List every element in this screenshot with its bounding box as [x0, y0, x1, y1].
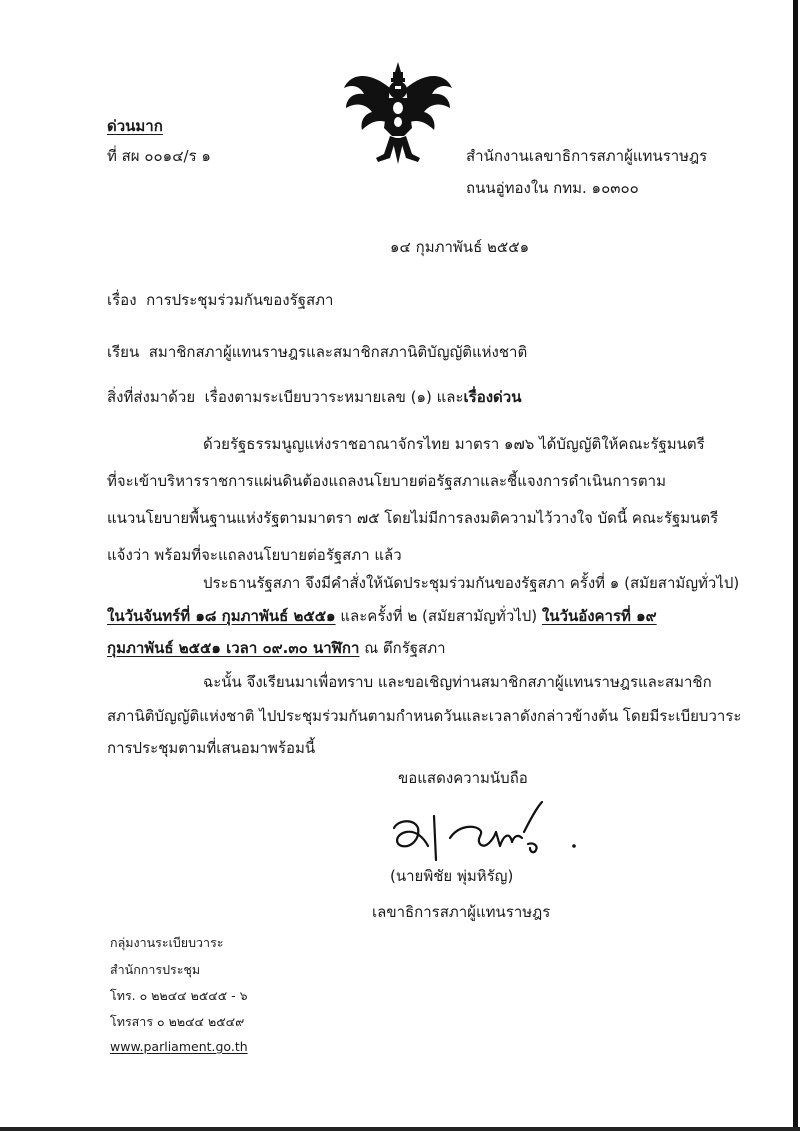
- footer-department: กลุ่มงานระเบียบวาระ: [110, 935, 224, 950]
- paragraph-1-line-1: ด้วยรัฐธรรมนูญแห่งราชอาณาจักรไทย มาตรา ๑๗๖ ได้บัญญัติให้คณะรัฐมนตรี: [203, 435, 705, 453]
- subject-label: เรื่อง: [107, 291, 137, 309]
- scan-edge-bottom: [0, 1127, 800, 1131]
- enclosure-label: สิ่งที่ส่งมาด้วย: [107, 388, 196, 406]
- signer-position: เลขาธิการสภาผู้แทนราษฎร: [372, 903, 551, 921]
- paragraph-1-line-3: แนวนโยบายพื้นฐานแห่งรัฐตามมาตรา ๗๕ โดยไม่มีการลงมติความไว้วางใจ บัดนี้ คณะรัฐมนตรี: [107, 509, 719, 527]
- paragraph-3-line-1: ฉะนั้น จึงเรียนมาเพื่อทราบ และขอเชิญท่านสมาชิกสภาผู้แทนราษฎรและสมาชิก: [203, 673, 712, 691]
- document-number: ที่ สผ ๐๐๑๔/ร ๑: [107, 147, 211, 165]
- recipient-text: สมาชิกสภาผู้แทนราษฎรและสมาชิกสภานิติบัญญัติแห่งชาติ: [148, 343, 528, 361]
- scan-edge-right: [793, 0, 798, 1131]
- subject-text: การประชุมร่วมกันของรัฐสภา: [146, 291, 334, 309]
- signer-name: (นายพิชัย พุ่มหิรัญ): [390, 867, 514, 885]
- office-name: สำนักงานเลขาธิการสภาผู้แทนราษฎร: [466, 147, 708, 165]
- meeting-2-date: ในวันอังคารที่ ๑๙: [541, 607, 657, 625]
- footer-website-link[interactable]: www.parliament.go.th: [110, 1039, 248, 1054]
- paragraph-1-line-2: ที่จะเข้าบริหารราชการแผ่นดินต้องแถลงนโยบายต่อรัฐสภาและชี้แจงการดำเนินการตาม: [107, 472, 666, 490]
- enclosure-line: [107, 387, 521, 407]
- meeting-venue: ณ ตึกรัฐสภา: [359, 639, 446, 657]
- urgency-label: ด่วนมาก: [107, 117, 163, 135]
- paragraph-3-line-3: การประชุมตามที่เสนอมาพร้อมนี้: [107, 739, 316, 757]
- garuda-emblem-icon: [338, 58, 458, 166]
- signature-icon: [384, 798, 584, 870]
- recipient-line: [107, 342, 527, 362]
- enclosure-urgent: เรื่องด่วน: [463, 388, 522, 406]
- footer-telephone: โทร. ๐ ๒๒๔๔ ๒๕๔๕ - ๖: [110, 988, 248, 1003]
- recipient-label: เรียน: [107, 343, 140, 361]
- meeting-2-time: กุมภาพันธ์ ๒๕๕๑ เวลา ๐๙.๓๐ นาฬิกา: [107, 639, 360, 657]
- meeting-2-intro: และครั้งที่ ๒ (สมัยสามัญทั่วไป): [335, 607, 542, 625]
- paragraph-2-line-1: ประธานรัฐสภา จึงมีคำสั่งให้นัดประชุมร่วมกันของรัฐสภา ครั้งที่ ๑ (สมัยสามัญทั่วไป): [203, 574, 740, 592]
- enclosure-text: เรื่องตามระเบียบวาระหมายเลข (๑) และ: [204, 388, 464, 406]
- paragraph-3-line-2: สภานิติบัญญัติแห่งชาติ ไปประชุมร่วมกันตามกำหนดวันและเวลาดังกล่าวข้างต้น โดยมีระเบียบวาระ: [107, 707, 742, 725]
- paragraph-2-line-3: [107, 630, 446, 667]
- office-address: ถนนอู่ทองใน กทม. ๑๐๓๐๐: [466, 179, 639, 197]
- paragraph-1-line-4: แจ้งว่า พร้อมที่จะแถลงนโยบายต่อรัฐสภา แล้ว: [107, 546, 402, 564]
- subject-line: [107, 290, 333, 310]
- meeting-1-date: ในวันจันทร์ที่ ๑๘ กุมภาพันธ์ ๒๕๕๑: [107, 607, 336, 625]
- closing-regards: ขอแสดงความนับถือ: [398, 769, 528, 787]
- footer-bureau: สำนักการประชุม: [110, 962, 201, 977]
- document-date: ๑๔ กุมภาพันธ์ ๒๕๕๑: [390, 238, 530, 256]
- footer-fax: โทรสาร ๐ ๒๒๔๔ ๒๕๔๙: [110, 1014, 245, 1029]
